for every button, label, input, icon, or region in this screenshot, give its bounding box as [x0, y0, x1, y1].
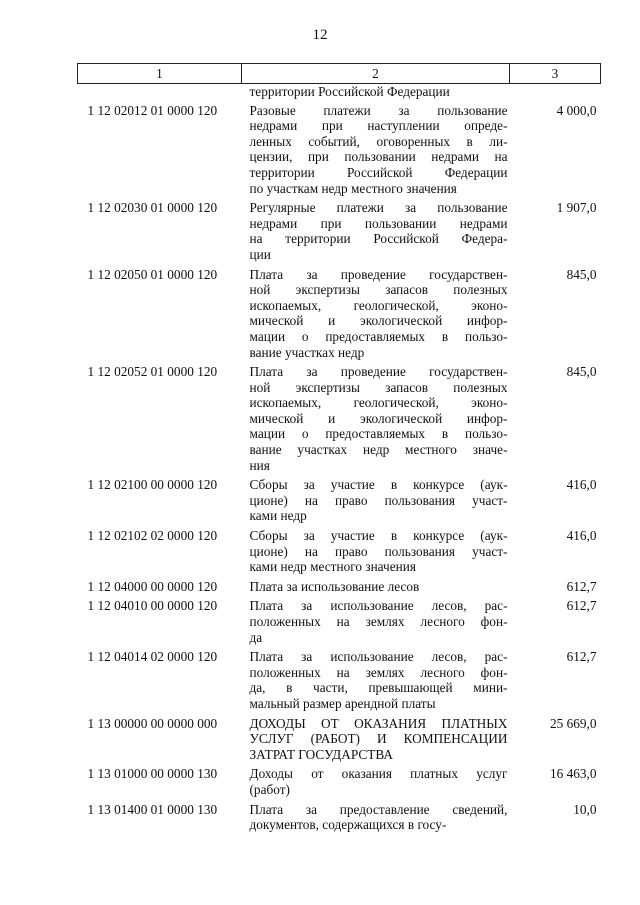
- revenue-name-line: территории Российской Федерации: [249, 164, 508, 180]
- table-row: [78, 103, 601, 201]
- revenue-name-line: ками недр: [249, 508, 307, 524]
- revenue-name: [242, 579, 510, 599]
- revenue-name: [242, 598, 510, 649]
- revenue-name-line: Плата за использование лесов, рас-: [249, 649, 508, 665]
- header-col-3: 3: [510, 64, 601, 84]
- revenue-name: [242, 477, 510, 528]
- amount: 612,7: [566, 649, 597, 665]
- revenue-name-line: по участкам недр местного значения: [249, 180, 457, 196]
- revenue-name-line: ЗАТРАТ ГОСУДАРСТВА: [249, 746, 394, 762]
- revenue-name-line: Разовые платежи за пользование: [249, 102, 508, 118]
- table-header-row: [78, 64, 601, 84]
- amount: 10,0: [573, 801, 597, 817]
- revenue-name: [242, 528, 510, 579]
- revenue-name-line: вание участках недр: [249, 344, 365, 360]
- revenue-name-line: Сборы за участие в конкурсе (аук-: [249, 477, 508, 493]
- budget-code: 1 12 04010 00 0000 120: [87, 598, 218, 614]
- header-col-2: 2: [242, 64, 510, 84]
- revenue-name-line: мации о предоставляемых в пользо-: [249, 426, 508, 442]
- revenue-name: [242, 103, 510, 201]
- revenue-name-line: ками недр местного значения: [249, 559, 416, 575]
- revenue-name: [242, 200, 510, 266]
- revenue-name-line: ции: [249, 246, 271, 262]
- revenue-name-line: недрами при пользовании недрами: [249, 215, 508, 231]
- amount: 4 000,0: [556, 102, 597, 118]
- continuation-row: [78, 84, 601, 103]
- budget-code: 1 12 02100 00 0000 120: [87, 477, 218, 493]
- budget-code: 1 13 01000 00 0000 130: [87, 766, 218, 782]
- revenue-name-line: ния: [249, 457, 270, 473]
- amount: 16 463,0: [549, 766, 597, 782]
- amount: 416,0: [566, 477, 597, 493]
- budget-code: 1 12 02050 01 0000 120: [87, 266, 218, 282]
- revenue-name-line: недрами при наступлении опреде-: [249, 118, 508, 134]
- revenue-name-line: мации о предоставляемых в пользо-: [249, 328, 508, 344]
- revenue-name-line: ископаемых, геологической, эконо-: [249, 395, 508, 411]
- revenue-name: [242, 802, 510, 837]
- revenue-name-line: ископаемых, геологической, эконо-: [249, 297, 508, 313]
- revenue-name-line: Плата за использование лесов, рас-: [249, 598, 508, 614]
- revenue-name: [242, 716, 510, 767]
- revenue-name-line: мической и экологической инфор-: [249, 313, 508, 329]
- revenue-name-line: Плата за использование лесов: [249, 578, 420, 594]
- page-number: 12: [312, 27, 328, 43]
- amount: 612,7: [566, 598, 597, 614]
- revenue-name: [242, 649, 510, 715]
- revenue-name-line: ной экспертизы запасов полезных: [249, 282, 508, 298]
- revenue-name-line: (работ): [249, 781, 290, 797]
- revenue-name-line: положенных на землях лесного фон-: [249, 664, 508, 680]
- budget-code: 1 12 04014 02 0000 120: [87, 649, 218, 665]
- revenue-name-line: на территории Российской Федера-: [249, 231, 508, 247]
- revenue-name-line: ленных событий, оговоренных в ли-: [249, 133, 508, 149]
- continuation-text: территории Российской Федерации: [249, 84, 450, 99]
- amount: 1 907,0: [556, 200, 597, 216]
- amount: 25 669,0: [549, 715, 597, 731]
- table-row: [78, 364, 601, 477]
- revenue-name-line: ционе) на право пользования участ-: [249, 543, 508, 559]
- revenue-name-line: цензии, при пользовании недрами на: [249, 149, 508, 165]
- table-row: [78, 598, 601, 649]
- budget-code: 1 12 02012 01 0000 120: [87, 102, 218, 118]
- budget-code: 1 12 02052 01 0000 120: [87, 364, 218, 380]
- table-row: [78, 267, 601, 365]
- budget-code: 1 12 02030 01 0000 120: [87, 200, 218, 216]
- revenue-name-line: ционе) на право пользования участ-: [249, 492, 508, 508]
- budget-code: 1 12 02102 02 0000 120: [87, 528, 218, 544]
- revenue-name-line: ДОХОДЫ ОТ ОКАЗАНИЯ ПЛАТНЫХ: [249, 715, 508, 731]
- budget-table: [77, 63, 601, 837]
- revenue-name: [242, 267, 510, 365]
- revenue-name-line: мальный размер арендной платы: [249, 695, 436, 711]
- table-row: [78, 649, 601, 715]
- revenue-name: [242, 766, 510, 801]
- amount: 845,0: [566, 364, 597, 380]
- revenue-name-line: Плата за проведение государствен-: [249, 266, 508, 282]
- revenue-name-line: УСЛУГ (РАБОТ) И КОМПЕНСАЦИИ: [249, 731, 508, 747]
- header-col-1: 1: [78, 64, 242, 84]
- table-row: [78, 200, 601, 266]
- table-row: [78, 766, 601, 801]
- amount: 612,7: [566, 578, 597, 594]
- revenue-name-line: да: [249, 629, 263, 645]
- revenue-name-line: положенных на землях лесного фон-: [249, 614, 508, 629]
- revenue-name-line: документов, содержащихся в госу-: [249, 817, 447, 833]
- table-row: [78, 579, 601, 599]
- table-row: [78, 477, 601, 528]
- table-row: [78, 716, 601, 767]
- revenue-name: [242, 364, 510, 477]
- amount: 416,0: [566, 528, 597, 544]
- budget-code: 1 13 01400 01 0000 130: [87, 801, 218, 817]
- revenue-name-line: Регулярные платежи за пользование: [249, 200, 508, 216]
- table-row: [78, 528, 601, 579]
- amount: 845,0: [566, 266, 597, 282]
- budget-code: 1 12 04000 00 0000 120: [87, 578, 218, 594]
- revenue-name-line: да, в части, превышающей мини-: [249, 680, 508, 696]
- revenue-name-line: ной экспертизы запасов полезных: [249, 379, 508, 395]
- revenue-name-line: Доходы от оказания платных услуг: [249, 766, 508, 782]
- revenue-name-line: Сборы за участие в конкурсе (аук-: [249, 528, 508, 544]
- revenue-name-line: Плата за предоставление сведений,: [249, 801, 508, 817]
- revenue-name-line: Плата за проведение государствен-: [249, 364, 508, 380]
- revenue-name-line: мической и экологической инфор-: [249, 410, 508, 426]
- revenue-name-line: вание участках недр местного значе-: [249, 442, 508, 458]
- table-row: [78, 802, 601, 837]
- budget-code: 1 13 00000 00 0000 000: [87, 715, 218, 731]
